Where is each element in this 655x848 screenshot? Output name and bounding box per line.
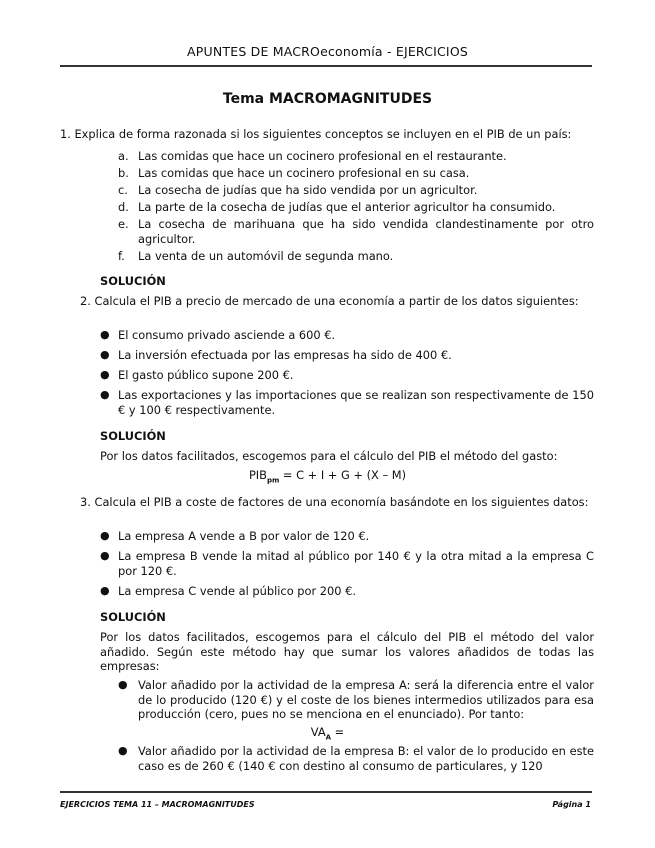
solution-heading: SOLUCIÓN bbox=[100, 429, 166, 443]
list-item-text: Las comidas que hace un cocinero profesional en el restaurante. bbox=[138, 149, 507, 163]
list-item-label: a. bbox=[118, 149, 129, 163]
question-3-list bbox=[100, 529, 594, 604]
list-item-label: d. bbox=[118, 200, 129, 214]
footer-rule bbox=[60, 791, 592, 793]
formula bbox=[0, 468, 655, 488]
list-item-text: La empresa B vende la mitad al público por 140 € y la otra mitad a la empresa C por 120 €. bbox=[118, 549, 594, 578]
formula-subscript: pm bbox=[266, 476, 280, 485]
footer-left: EJERCICIOS TEMA 11 – MACROMAGNITUDES bbox=[60, 800, 255, 809]
list-item-label: e. bbox=[118, 217, 129, 231]
document-title: Tema MACROMAGNITUDES bbox=[222, 91, 433, 107]
list-item-label: c. bbox=[118, 183, 128, 197]
list-item bbox=[118, 166, 594, 181]
list-item bbox=[100, 328, 594, 343]
bullet-icon: ● bbox=[100, 368, 110, 381]
list-item-label: b. bbox=[118, 166, 129, 180]
formula-main: VA bbox=[310, 725, 326, 739]
list-item bbox=[118, 183, 594, 198]
formula-main: PIB bbox=[248, 468, 267, 482]
solution-heading: SOLUCIÓN bbox=[100, 610, 166, 624]
list-item bbox=[100, 388, 594, 417]
list-item bbox=[118, 744, 594, 773]
solution-list bbox=[118, 744, 594, 773]
list-item-text: La parte de la cosecha de judías que el anterior agricultor ha consumido. bbox=[138, 200, 556, 214]
list-item-text: Las comidas que hace un cocinero profesional en su casa. bbox=[138, 166, 470, 180]
formula-subscript: A bbox=[325, 733, 332, 742]
bullet-icon: ● bbox=[100, 388, 110, 401]
list-item-text: La inversión efectuada por las empresas ha sido de 400 €. bbox=[118, 348, 452, 362]
question-2-list bbox=[100, 328, 594, 423]
bullet-icon: ● bbox=[100, 328, 110, 341]
list-item-text: El gasto público supone 200 €. bbox=[118, 368, 294, 382]
list-item-text: Las exportaciones y las importaciones que se realizan son respectivamente de 150 € y 100 € respectivamente. bbox=[118, 388, 594, 417]
list-item-text: Valor añadido por la actividad de la empresa B: el valor de lo producido en este caso es de 260 € (140 € con destino al consumo de particulares, y 120 bbox=[138, 744, 594, 773]
solution-text: Por los datos facilitados, escogemos para el cálculo del PIB el método del valor añadido. Según este método hay que sumar los valores añadidos de todas las empresas: bbox=[100, 630, 594, 673]
list-item-text: La venta de un automóvil de segunda mano. bbox=[138, 248, 394, 263]
list-item bbox=[100, 529, 594, 544]
bullet-icon: ● bbox=[100, 529, 110, 542]
question-1: 1. Explica de forma razonada si los siguientes conceptos se incluyen en el PIB de un país: bbox=[60, 127, 572, 141]
bullet-icon: ● bbox=[100, 583, 110, 597]
formula-rest: = bbox=[331, 725, 345, 739]
question-2: 2. Calcula el PIB a precio de mercado de una economía a partir de los datos siguientes: bbox=[80, 294, 579, 308]
list-item bbox=[100, 549, 594, 578]
list-item bbox=[100, 368, 594, 383]
list-item-text: Valor añadido por la actividad de la empresa A: será la diferencia entre el valor de lo producido (120 €) y el coste de los bienes intermedios utilizados para esa producción (cero, pues no se menciona en el enunciado). Por tanto: bbox=[138, 678, 594, 721]
list-item-text: La cosecha de marihuana que ha sido vendida clandestinamente por otro agricultor. bbox=[138, 217, 594, 246]
header-rule bbox=[60, 65, 592, 67]
question-3: 3. Calcula el PIB a coste de factores de una economía basándote en los siguientes datos: bbox=[80, 495, 589, 509]
list-item bbox=[118, 200, 594, 215]
list-item-label: f. bbox=[118, 248, 125, 263]
list-item bbox=[118, 149, 594, 164]
list-item bbox=[118, 217, 594, 246]
formula bbox=[0, 725, 655, 745]
solution-list bbox=[118, 678, 594, 722]
list-item-text: El consumo privado asciende a 600 €. bbox=[118, 328, 336, 342]
solution-text: Por los datos facilitados, escogemos para el cálculo del PIB el método del gasto: bbox=[100, 449, 558, 463]
page-header: APUNTES DE MACROeconomía - EJERCICIOS bbox=[187, 44, 468, 59]
list-item bbox=[118, 249, 594, 264]
list-item bbox=[118, 678, 594, 722]
bullet-icon: ● bbox=[100, 348, 110, 361]
bullet-icon: ● bbox=[100, 549, 110, 562]
list-item-text: La empresa A vende a B por valor de 120 €. bbox=[118, 529, 370, 543]
question-1-list bbox=[118, 149, 594, 266]
formula-rest: = C + I + G + (X – M) bbox=[279, 468, 407, 482]
bullet-icon: ● bbox=[118, 744, 128, 757]
list-item-text: La empresa C vende al público por 200 €. bbox=[118, 583, 357, 598]
list-item bbox=[100, 348, 594, 363]
list-item-text: La cosecha de judías que ha sido vendida por un agricultor. bbox=[138, 183, 478, 197]
bullet-icon: ● bbox=[118, 678, 128, 691]
list-item bbox=[100, 584, 594, 599]
page-number: Página 1 bbox=[552, 800, 591, 809]
solution-heading: SOLUCIÓN bbox=[100, 274, 166, 288]
